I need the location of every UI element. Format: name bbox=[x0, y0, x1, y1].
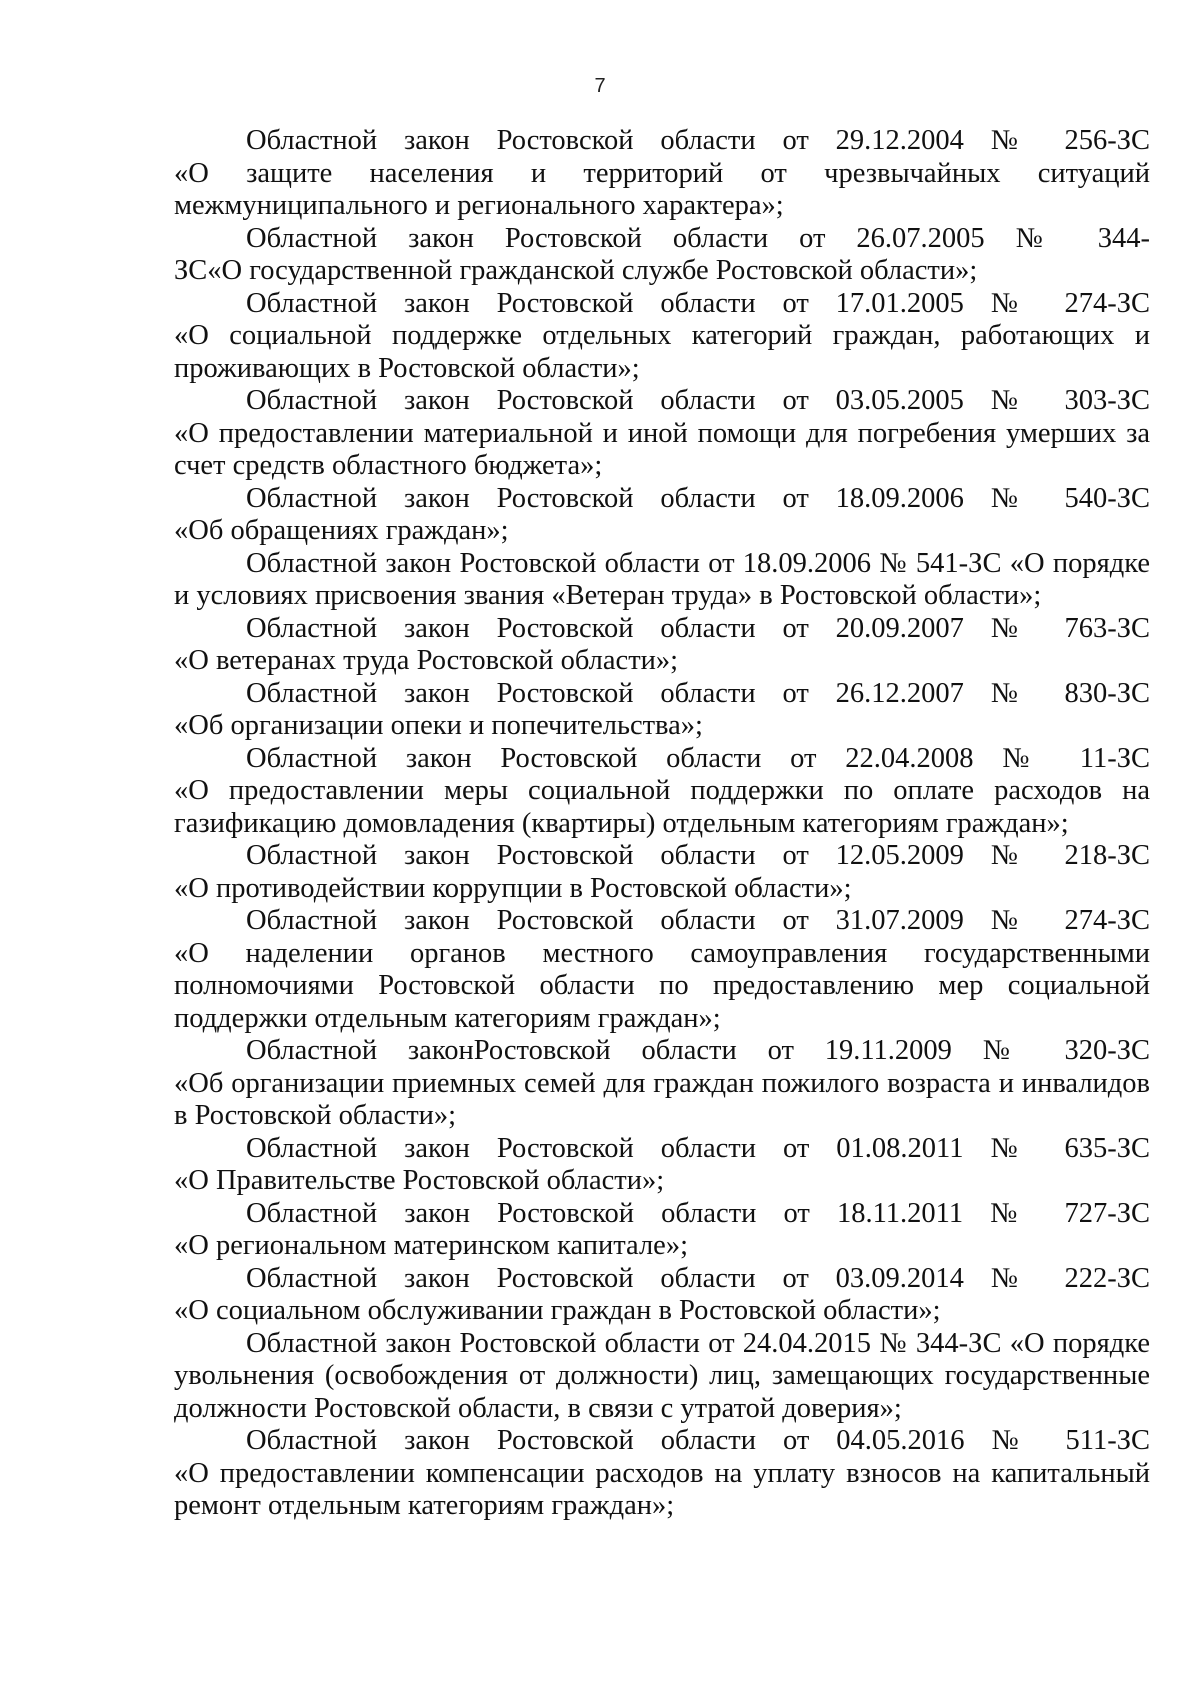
law-entry-title: «Об обращениях граждан»; bbox=[174, 515, 509, 546]
law-list bbox=[174, 125, 1150, 1523]
law-entry-heading: Областной закон Ростовской области от 12.05.2009 № 218-ЗС bbox=[246, 840, 1150, 871]
law-entry bbox=[174, 483, 1150, 548]
law-entry-title: «О региональном материнском капитале»; bbox=[174, 1230, 689, 1261]
law-entry-heading: Областной закон Ростовской области от 04.05.2016 № 511-ЗС bbox=[246, 1425, 1150, 1456]
law-entry-heading: Областной закон Ростовской области от 03.05.2005 № 303-ЗС bbox=[246, 385, 1150, 416]
law-entry bbox=[174, 1328, 1150, 1426]
law-entry-title: «О социальной поддержке отдельных категорий граждан, работающих и проживающих в Ростовской области»; bbox=[174, 320, 1150, 384]
law-entry-heading: Областной закон Ростовской области от 31.07.2009 № 274-ЗС bbox=[246, 905, 1150, 936]
law-entry-title: «О предоставлении меры социальной поддержки по оплате расходов на газификацию домовладения (квартиры) отдельным категориям граждан»; bbox=[174, 775, 1150, 839]
law-entry-heading: Областной закон Ростовской области от 18.09.2006 № 540-ЗС bbox=[246, 482, 1150, 514]
law-entry-heading: Областной закон Ростовской области от 26.12.2007 № 830-ЗС bbox=[246, 677, 1150, 709]
law-entry-heading: Областной закон Ростовской области от 29.12.2004 № 256-ЗС bbox=[246, 125, 1150, 156]
law-entry-title: «О защите населения и территорий от чрезвычайных ситуаций межмуниципального и регионального характера»; bbox=[174, 157, 1150, 221]
law-entry bbox=[174, 1263, 1150, 1328]
law-entry-heading: Областной закон Ростовской области от 03.09.2014 № 222-ЗС bbox=[246, 1262, 1150, 1294]
law-entry bbox=[174, 288, 1150, 386]
law-entry-title: «О предоставлении материальной и иной помощи для погребения умерших за счет средств областного бюджета»; bbox=[174, 417, 1150, 481]
law-entry bbox=[174, 1133, 1150, 1198]
law-entry bbox=[174, 1425, 1150, 1523]
law-entry-text: Областной закон Ростовской области от 24.04.2015 № 344-ЗС «О порядке увольнения (освобождения от должности) лиц, замещающих государственные должности Ростовской области, в связи с утратой доверия»; bbox=[174, 1327, 1150, 1424]
law-entry-title: «О предоставлении компенсации расходов на уплату взносов на капитальный ремонт отдельным категориям граждан»; bbox=[174, 1457, 1150, 1521]
law-entry-title: ЗС«О государственной гражданской службе Ростовской области»; bbox=[174, 255, 978, 286]
law-entry bbox=[174, 840, 1150, 905]
law-entry-title: «О наделении органов местного самоуправления государственными полномочиями Ростовской области по предоставлению мер социальной поддержки отдельным категориям граждан»; bbox=[174, 937, 1150, 1034]
law-entry-title: «О ветеранах труда Ростовской области»; bbox=[174, 645, 679, 676]
law-entry-heading: Областной закон Ростовской области от 20.09.2007 № 763-ЗС bbox=[246, 612, 1150, 644]
law-entry bbox=[174, 743, 1150, 841]
law-entry-heading: Областной закон Ростовской области от 01.08.2011 № 635-ЗС bbox=[246, 1132, 1150, 1164]
law-entry bbox=[174, 125, 1150, 223]
law-entry-title: «О социальном обслуживании граждан в Ростовской области»; bbox=[174, 1295, 941, 1326]
law-entry bbox=[174, 678, 1150, 743]
law-entry-heading: Областной закон Ростовской области от 26.07.2005 № 344- bbox=[246, 222, 1150, 254]
law-entry-title: «Об организации опеки и попечительства»; bbox=[174, 710, 703, 741]
law-entry-title: «Об организации приемных семей для граждан пожилого возраста и инвалидов в Ростовской области»; bbox=[174, 1067, 1150, 1131]
law-entry-heading: Областной закон Ростовской области от 22.04.2008 № 11-ЗС bbox=[246, 742, 1150, 774]
law-entry-heading: Областной законРостовской области от 19.11.2009 № 320-ЗС bbox=[246, 1035, 1150, 1066]
law-entry-title: «О противодействии коррупции в Ростовской области»; bbox=[174, 872, 852, 904]
law-entry bbox=[174, 905, 1150, 1035]
law-entry bbox=[174, 1198, 1150, 1263]
law-entry-title: «О Правительстве Ростовской области»; bbox=[174, 1165, 665, 1196]
law-entry bbox=[174, 1035, 1150, 1133]
law-entry-text: Областной закон Ростовской области от 18.09.2006 № 541-ЗС «О порядке и условиях присвоения звания «Ветеран труда» в Ростовской области»; bbox=[174, 547, 1150, 611]
page-number: 7 bbox=[594, 75, 606, 97]
law-entry bbox=[174, 385, 1150, 483]
law-entry bbox=[174, 223, 1150, 288]
law-entry bbox=[174, 613, 1150, 678]
law-entry-heading: Областной закон Ростовской области от 17.01.2005 № 274-ЗС bbox=[246, 287, 1150, 319]
law-entry bbox=[174, 548, 1150, 613]
law-entry-heading: Областной закон Ростовской области от 18.11.2011 № 727-ЗС bbox=[246, 1197, 1150, 1229]
